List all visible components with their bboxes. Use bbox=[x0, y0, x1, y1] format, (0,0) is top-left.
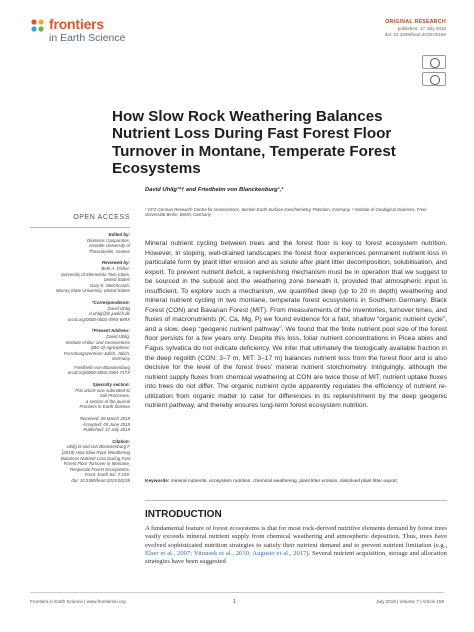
affiliations: ¹ GFZ German Research Centre for Geosciences, Section Earth Surface Geochemistry, Potsdam, Germany, ² Institute of Geological Sciences, Freie Universität Berlin, Berlin, Germany bbox=[145, 207, 427, 218]
sidebar-block-heading: Citation: bbox=[112, 438, 130, 444]
abstract: Mineral nutrient cycling between trees and the forest floor is key to forest ecosystem nutrition. However, in sloping, well-drained landscapes the forest floor experiences permanent nutrient loss in particulate form by plant litter erosion and as solute after plant litter decomposition, solubilisation, and export. To prevent nutrient deficit, a replenishing mechanism must be in operation that we suggest to be sourced in the subsoil and the weathering zone beneath it, provided that atmospheric input is insufficient. To explore such a mechanism, we quantified deep (up to 20 m depth) weathering and mineral nutrient cycling in two montane, temperate forest ecosystems in Southern Germany: Black Forest (CON) and Bavarian Forest (MIT). From measurements of the inventories, turnover times, and fluxes of macronutrients (K, Ca, Mg, P) we found evidence for a fast, shallow “organic nutrient cycle”, and a slow, deep “geogenic nutrient pathway”. We found that the finite nutrient pool size of the forest floor persists for a few years only. Despite this loss, foliar nutrient concentrations in Picea abies and Fagus sylvatica do not indicate deficiency. We infer that ultimately the biologically available fraction in the deep regolith (CON: 3–7 m, MIT: 3–17 m) balances nutrient loss from the forest floor and is also decisive for the level of the forest trees’ mineral nutrient stoichiometry. Intriguingly, although the nutrient supply fluxes from chemical weathering at CON are twice those of MIT, nutrient uptake fluxes into trees do not differ. The organic nutrient cycle apparently regulates the efficiency of nutrient re-utilization from organic matter to cater for differences in its replenishment by the deep geogenic nutrient pathway, and thereby ensures long-term forest ecosystem nutrition. bbox=[145, 240, 447, 410]
sidebar-blocks bbox=[30, 232, 130, 484]
published-date: published: 17 July 2019 bbox=[397, 26, 446, 31]
sidebar-block bbox=[30, 439, 130, 484]
section-divider bbox=[145, 500, 447, 501]
sidebar-block-line: Forschungszentrum Jülich, Jülich, bbox=[63, 350, 130, 356]
sidebar-block-line: David Uhlig, bbox=[106, 333, 130, 339]
sidebar-block bbox=[30, 382, 130, 410]
keywords-text: mineral nutrients, ecosystem nutrition, chemical weathering, plant litter erosion, dissolved plant litter export bbox=[170, 479, 397, 484]
sidebar-block bbox=[30, 260, 130, 294]
introduction-text bbox=[145, 525, 447, 566]
frontiers-logo-icon bbox=[30, 18, 46, 34]
intro-text-2: ). Several nutrient acquisition, storage and allocation strategies have been suggested bbox=[145, 549, 447, 565]
footer-journal[interactable]: Frontiers in Earth Science | www.frontiersin.org bbox=[30, 599, 126, 604]
sidebar-block-line: This article was submitted to bbox=[74, 387, 130, 393]
sidebar-block-line: Beth A. Fisher, bbox=[101, 265, 130, 271]
sidebar-block-line: Institute of Bio- and Geosciences bbox=[65, 339, 130, 345]
sidebar-block-line: Balances Nutrient Loss During Fast bbox=[60, 455, 130, 461]
sidebar-block-line: Dionisios Gasparatos, bbox=[87, 237, 130, 243]
sidebar-block-line: Received: 26 March 2019 bbox=[79, 416, 130, 422]
sidebar-block-heading: Specialty section: bbox=[92, 382, 130, 388]
sidebar-block-line: Gary E. Stinchcomb, bbox=[89, 282, 130, 288]
article-sidebar bbox=[30, 214, 130, 490]
sidebar-block-heading: *Correspondence: bbox=[91, 299, 130, 305]
sidebar-block-line: Friedhelm von Blanckenburg bbox=[74, 364, 130, 370]
sidebar-block-line: d.uhlig@fz-juelich.de bbox=[89, 311, 130, 317]
sidebar-block bbox=[30, 300, 130, 322]
author-list: David Uhlig¹*† and Friedhelm von Blanckenburg¹,² bbox=[145, 187, 284, 193]
section-heading-introduction: INTRODUCTION bbox=[145, 509, 222, 520]
sidebar-block-line: (IBG-3) Agrosphere, bbox=[90, 345, 130, 351]
keywords-label: Keywords: bbox=[145, 479, 170, 484]
sidebar-block-line: Front. Earth Sci. 7:159. bbox=[84, 472, 130, 478]
sidebar-block-line: orcid.org/0000-0002-0954-689X bbox=[67, 316, 130, 322]
sidebar-divider bbox=[30, 227, 130, 228]
open-access-icon[interactable] bbox=[422, 72, 446, 86]
publication-info bbox=[385, 26, 446, 38]
sidebar-block-line: David Uhlig bbox=[107, 305, 130, 311]
sidebar-block bbox=[30, 232, 130, 254]
sidebar-block-line: a section of the journal bbox=[85, 398, 130, 404]
keywords bbox=[145, 479, 447, 485]
intro-text-1: A fundamental feature of forest ecosystems is that for most rock-derived nutritive elements demand by forest trees vastly exceeds mineral nutrient supply from chemical weathering and atmospheric deposition. Thus, trees have evolved sophisticated nutrition strategies to satisfy their nutrient demand and to prevent nutrient limitation (e.g., bbox=[145, 525, 447, 549]
sidebar-block-line: orcid.org/0000-0002-2964-717X bbox=[67, 370, 130, 376]
footer-issue: July 2019 | Volume 7 | Article 159 bbox=[376, 599, 444, 604]
sidebar-block-line: Soil Processes, bbox=[99, 393, 130, 399]
sidebar-block-line: Forest Floor Turnover in Montane, bbox=[63, 461, 130, 467]
article-type: ORIGINAL RESEARCH bbox=[385, 19, 446, 25]
sidebar-block-line: Frontiers in Earth Science bbox=[79, 404, 130, 410]
sidebar-block-line: Thessaloniki, Greece bbox=[88, 248, 130, 254]
sidebar-block-line: doi: 10.3389/feart.2019.00159 bbox=[71, 477, 130, 483]
logo-subtitle: in Earth Science bbox=[49, 32, 126, 44]
journal-logo bbox=[30, 16, 150, 50]
logo-name: frontiers bbox=[49, 16, 104, 32]
sidebar-block-line: Uhlig D and von Blanckenburg F bbox=[66, 444, 130, 450]
sidebar-block-heading: †Present Address: bbox=[91, 328, 130, 334]
sidebar-block bbox=[30, 328, 130, 376]
sidebar-block-line: University of Minnesota Twin Cities, bbox=[60, 271, 130, 277]
sidebar-block-line: Temperate Forest Ecosystems. bbox=[69, 466, 130, 472]
license-badges bbox=[422, 55, 446, 89]
check-updates-icon[interactable] bbox=[422, 55, 446, 69]
page-number: 1 bbox=[233, 599, 236, 605]
sidebar-block-heading: Reviewed by: bbox=[101, 260, 130, 266]
sidebar-block-line: Published: 17 July 2019 bbox=[83, 427, 130, 433]
sidebar-block bbox=[30, 416, 130, 433]
sidebar-block-line: Aristotle University of bbox=[88, 243, 130, 249]
sidebar-block-line: United States bbox=[103, 277, 130, 283]
sidebar-block-heading: Edited by: bbox=[108, 232, 130, 237]
doi-link[interactable]: doi: 10.3389/feart.2019.00159 bbox=[384, 32, 446, 37]
open-access-label: OPEN ACCESS bbox=[73, 214, 130, 221]
sidebar-block-line: Germany bbox=[111, 356, 130, 362]
footer-divider bbox=[30, 592, 444, 593]
sidebar-block-line: Murray State University, United States bbox=[55, 288, 130, 294]
paper-title: How Slow Rock Weathering Balances Nutrient Loss During Fast Forest Floor Turnover in Montane, Temperate Forest Ecosystems bbox=[112, 108, 396, 177]
citation-link[interactable]: Elser et al., 2007; Vitousek et al., 2010; Augusto et al., 2017 bbox=[145, 549, 307, 557]
sidebar-block-line: (2019) How Slow Rock Weathering bbox=[61, 450, 130, 455]
sidebar-block-line: Accepted: 05 June 2019 bbox=[82, 421, 130, 427]
